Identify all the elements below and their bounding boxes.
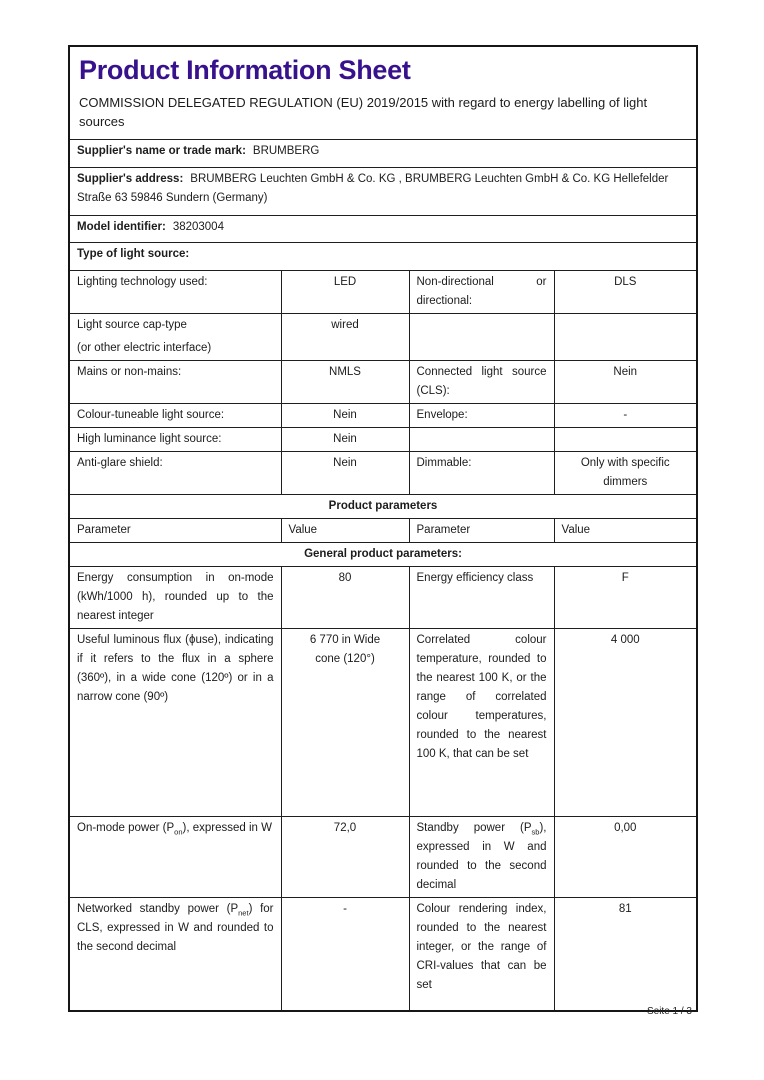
param-cell (69, 314, 281, 361)
column-headers-row (69, 519, 697, 543)
param-cell: Useful luminous flux (ϕuse), indicating if it refers to the flux in a sphere (360º), in a wide cone (120º) or in a narrow cone (90º) (69, 629, 281, 817)
value-cell: F (554, 567, 697, 629)
value-cell: Nein (554, 361, 697, 404)
supplier-address-cell (69, 168, 697, 216)
param-cell (409, 314, 554, 361)
supplier-address-value: BRUMBERG Leuchten GmbH & Co. KG , BRUMBERG Leuchten GmbH & Co. KG Hellefelder Straße 63 59846 Sundern (Germany) (77, 173, 669, 204)
value-cell: Nein (281, 452, 409, 495)
title-cell (69, 46, 697, 140)
row-high-luminance (69, 428, 697, 452)
general-parameters-header: General product parameters: (69, 543, 697, 567)
col-header-parameter-1: Parameter (69, 519, 281, 543)
param-cell: Colour rendering index, rounded to the nearest integer, or the range of CRI-values that can be set (409, 898, 554, 1011)
value-cell: NMLS (281, 361, 409, 404)
supplier-address-row (69, 168, 697, 216)
page-number: Seite 1 / 3 (646, 1006, 692, 1017)
param-cell: Energy consumption in on-mode (kWh/1000 h), rounded up to the nearest integer (69, 567, 281, 629)
param-cell: Non-directional or directional: (409, 271, 554, 314)
product-parameters-header-row (69, 495, 697, 519)
row-on-mode-power (69, 817, 697, 898)
row-mains (69, 361, 697, 404)
model-identifier-cell (69, 216, 697, 243)
value-cell: Nein (281, 428, 409, 452)
model-identifier-row (69, 216, 697, 243)
value-cell (281, 629, 409, 817)
value-cell: 80 (281, 567, 409, 629)
param-cell: Correlated colour temperature, rounded to the nearest 100 K, or the range of correlated colour temperatures, rounded to the nearest 100 K, that can be set (409, 629, 554, 817)
value-cell: 0,00 (554, 817, 697, 898)
supplier-name-cell (69, 140, 697, 168)
value-cell: Nein (281, 404, 409, 428)
param-cell: Dimmable: (409, 452, 554, 495)
row-luminous-flux (69, 629, 697, 817)
param-cell: Colour-tuneable light source: (69, 404, 281, 428)
col-header-value-2: Value (554, 519, 697, 543)
value-cell: 4 000 (554, 629, 697, 817)
value-cell: 72,0 (281, 817, 409, 898)
col-header-value-1: Value (281, 519, 409, 543)
param-cell: Lighting technology used: (69, 271, 281, 314)
param-cell: Energy efficiency class (409, 567, 554, 629)
row-energy-consumption (69, 567, 697, 629)
row-colour-tuneable (69, 404, 697, 428)
general-parameters-header-row (69, 543, 697, 567)
subscript: on (174, 827, 183, 837)
value-cell: DLS (554, 271, 697, 314)
param-cell: On-mode power $(P_{on})$, expressed in W (69, 817, 281, 898)
supplier-name-row (69, 140, 697, 168)
row-networked-standby (69, 898, 697, 1011)
value-cell (554, 452, 697, 495)
value-cell: - (554, 404, 697, 428)
page-title: Product Information Sheet (79, 55, 411, 85)
param-cell: High luminance light source: (69, 428, 281, 452)
value-cell: wired (281, 314, 409, 361)
col-header-parameter-2: Parameter (409, 519, 554, 543)
product-parameters-header: Product parameters (69, 495, 697, 519)
param-cell (409, 428, 554, 452)
row-cap-type (69, 314, 697, 361)
model-identifier-label: Model identifier: (77, 221, 166, 233)
subscript: net (238, 908, 249, 918)
cap-type-line-1: Light source cap-type (77, 319, 187, 331)
luminous-flux-value: 6 770 in Wide cone (120°) (309, 634, 381, 665)
param-cell: Envelope: (409, 404, 554, 428)
type-of-light-source-header: Type of light source: (69, 243, 697, 271)
product-info-table (68, 45, 698, 1012)
title-row (69, 46, 697, 140)
supplier-name-label: Supplier's name or trade mark: (77, 145, 246, 157)
subscript: sb (531, 827, 540, 837)
cap-type-line-2: (or other electric interface) (77, 342, 212, 354)
param-cell: Networked standby power $(P_{net})$ for CLS, expressed in W and rounded to the second decimal (69, 898, 281, 1011)
regulation-subtitle: COMMISSION DELEGATED REGULATION (EU) 2019/2015 with regard to energy labelling of light sources (79, 95, 648, 129)
value-cell: 81 (554, 898, 697, 1011)
row-lighting-technology (69, 271, 697, 314)
param-cell: Mains or non-mains: (69, 361, 281, 404)
value-cell (554, 428, 697, 452)
model-identifier-value: 38203004 (172, 221, 224, 233)
value-cell: LED (281, 271, 409, 314)
supplier-name-value: BRUMBERG (252, 145, 320, 157)
value-cell (554, 314, 697, 361)
param-cell: Standby power $(P_{sb})$, expressed in W and rounded to the second decimal (409, 817, 554, 898)
supplier-address-label: Supplier's address: (77, 173, 184, 185)
row-anti-glare (69, 452, 697, 495)
dimmable-value: Only with specific dimmers (580, 457, 670, 488)
value-cell: - (281, 898, 409, 1011)
param-cell: Connected light source (CLS): (409, 361, 554, 404)
param-cell: Anti-glare shield: (69, 452, 281, 495)
type-of-light-source-row (69, 243, 697, 271)
